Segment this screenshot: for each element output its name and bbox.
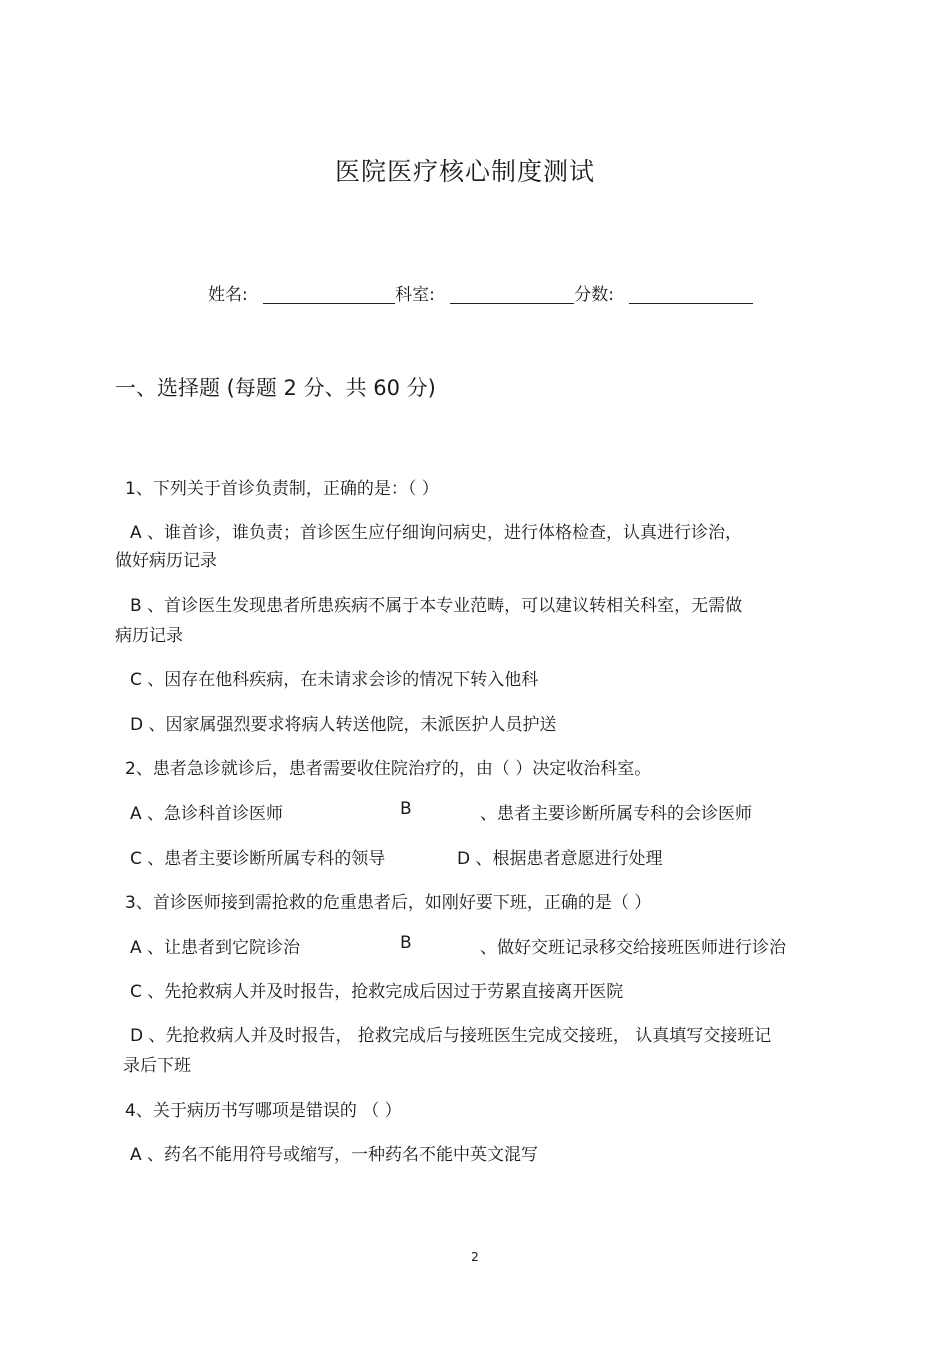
option-3b-letter: B <box>400 933 412 953</box>
option-2b-letter: B <box>400 799 412 819</box>
question-3: 3、首诊医师接到需抢救的危重患者后，如刚好要下班，正确的是（ ） <box>125 893 652 913</box>
option-1b: B 、首诊医生发现患者所患疾病不属于本专业范畴，可以建议转相关科室，无需做 <box>130 596 743 616</box>
option-3c: C 、先抢救病人并及时报告，抢救完成后因过于劳累直接离开医院 <box>130 982 624 1002</box>
option-4a: A 、药名不能用符号或缩写，一种药名不能中英文混写 <box>130 1145 539 1165</box>
dept-label: 科室: <box>395 285 435 305</box>
option-3b: 、做好交班记录移交给接班医师进行诊治 <box>480 938 786 958</box>
question-2: 2、患者急诊就诊后，患者需要收住院治疗的，由（ ）决定收治科室。 <box>125 759 652 779</box>
info-fields <box>208 280 753 305</box>
option-2c: C 、患者主要诊断所属专科的领导 <box>130 849 386 869</box>
score-blank <box>629 285 753 304</box>
name-label: 姓名: <box>208 285 248 305</box>
option-1c: C 、因存在他科疾病，在未请求会诊的情况下转入他科 <box>130 670 539 690</box>
option-3d-cont: 录后下班 <box>123 1056 191 1076</box>
name-blank <box>263 285 395 304</box>
option-2b: 、患者主要诊断所属专科的会诊医师 <box>480 804 752 824</box>
option-2a: A 、急诊科首诊医师 <box>130 804 284 824</box>
option-1a-cont: 做好病历记录 <box>115 551 217 571</box>
option-1a: A 、谁首诊，谁负责；首诊医生应仔细询问病史，进行体格检查，认真进行诊治， <box>130 523 743 543</box>
option-1b-cont: 病历记录 <box>115 626 183 646</box>
question-1: 1、下列关于首诊负责制，正确的是：（ ） <box>125 479 439 499</box>
option-3d: D 、先抢救病人并及时报告， 抢救完成后与接班医生完成交接班， 认真填写交接班记 <box>130 1026 772 1046</box>
dept-blank <box>450 285 574 304</box>
option-3a: A 、让患者到它院诊治 <box>130 938 301 958</box>
option-2d: D 、根据患者意愿进行处理 <box>457 849 663 869</box>
page-title: 医院医疗核心制度测试 <box>334 157 595 186</box>
page-number: 2 <box>471 1250 479 1264</box>
option-1d: D 、因家属强烈要求将病人转送他院，未派医护人员护送 <box>130 715 557 735</box>
score-label: 分数: <box>574 285 615 305</box>
question-4: 4、关于病历书写哪项是错误的 （ ） <box>125 1101 402 1121</box>
section-heading: 一、选择题 (每题 2 分、共 60 分) <box>115 376 436 400</box>
